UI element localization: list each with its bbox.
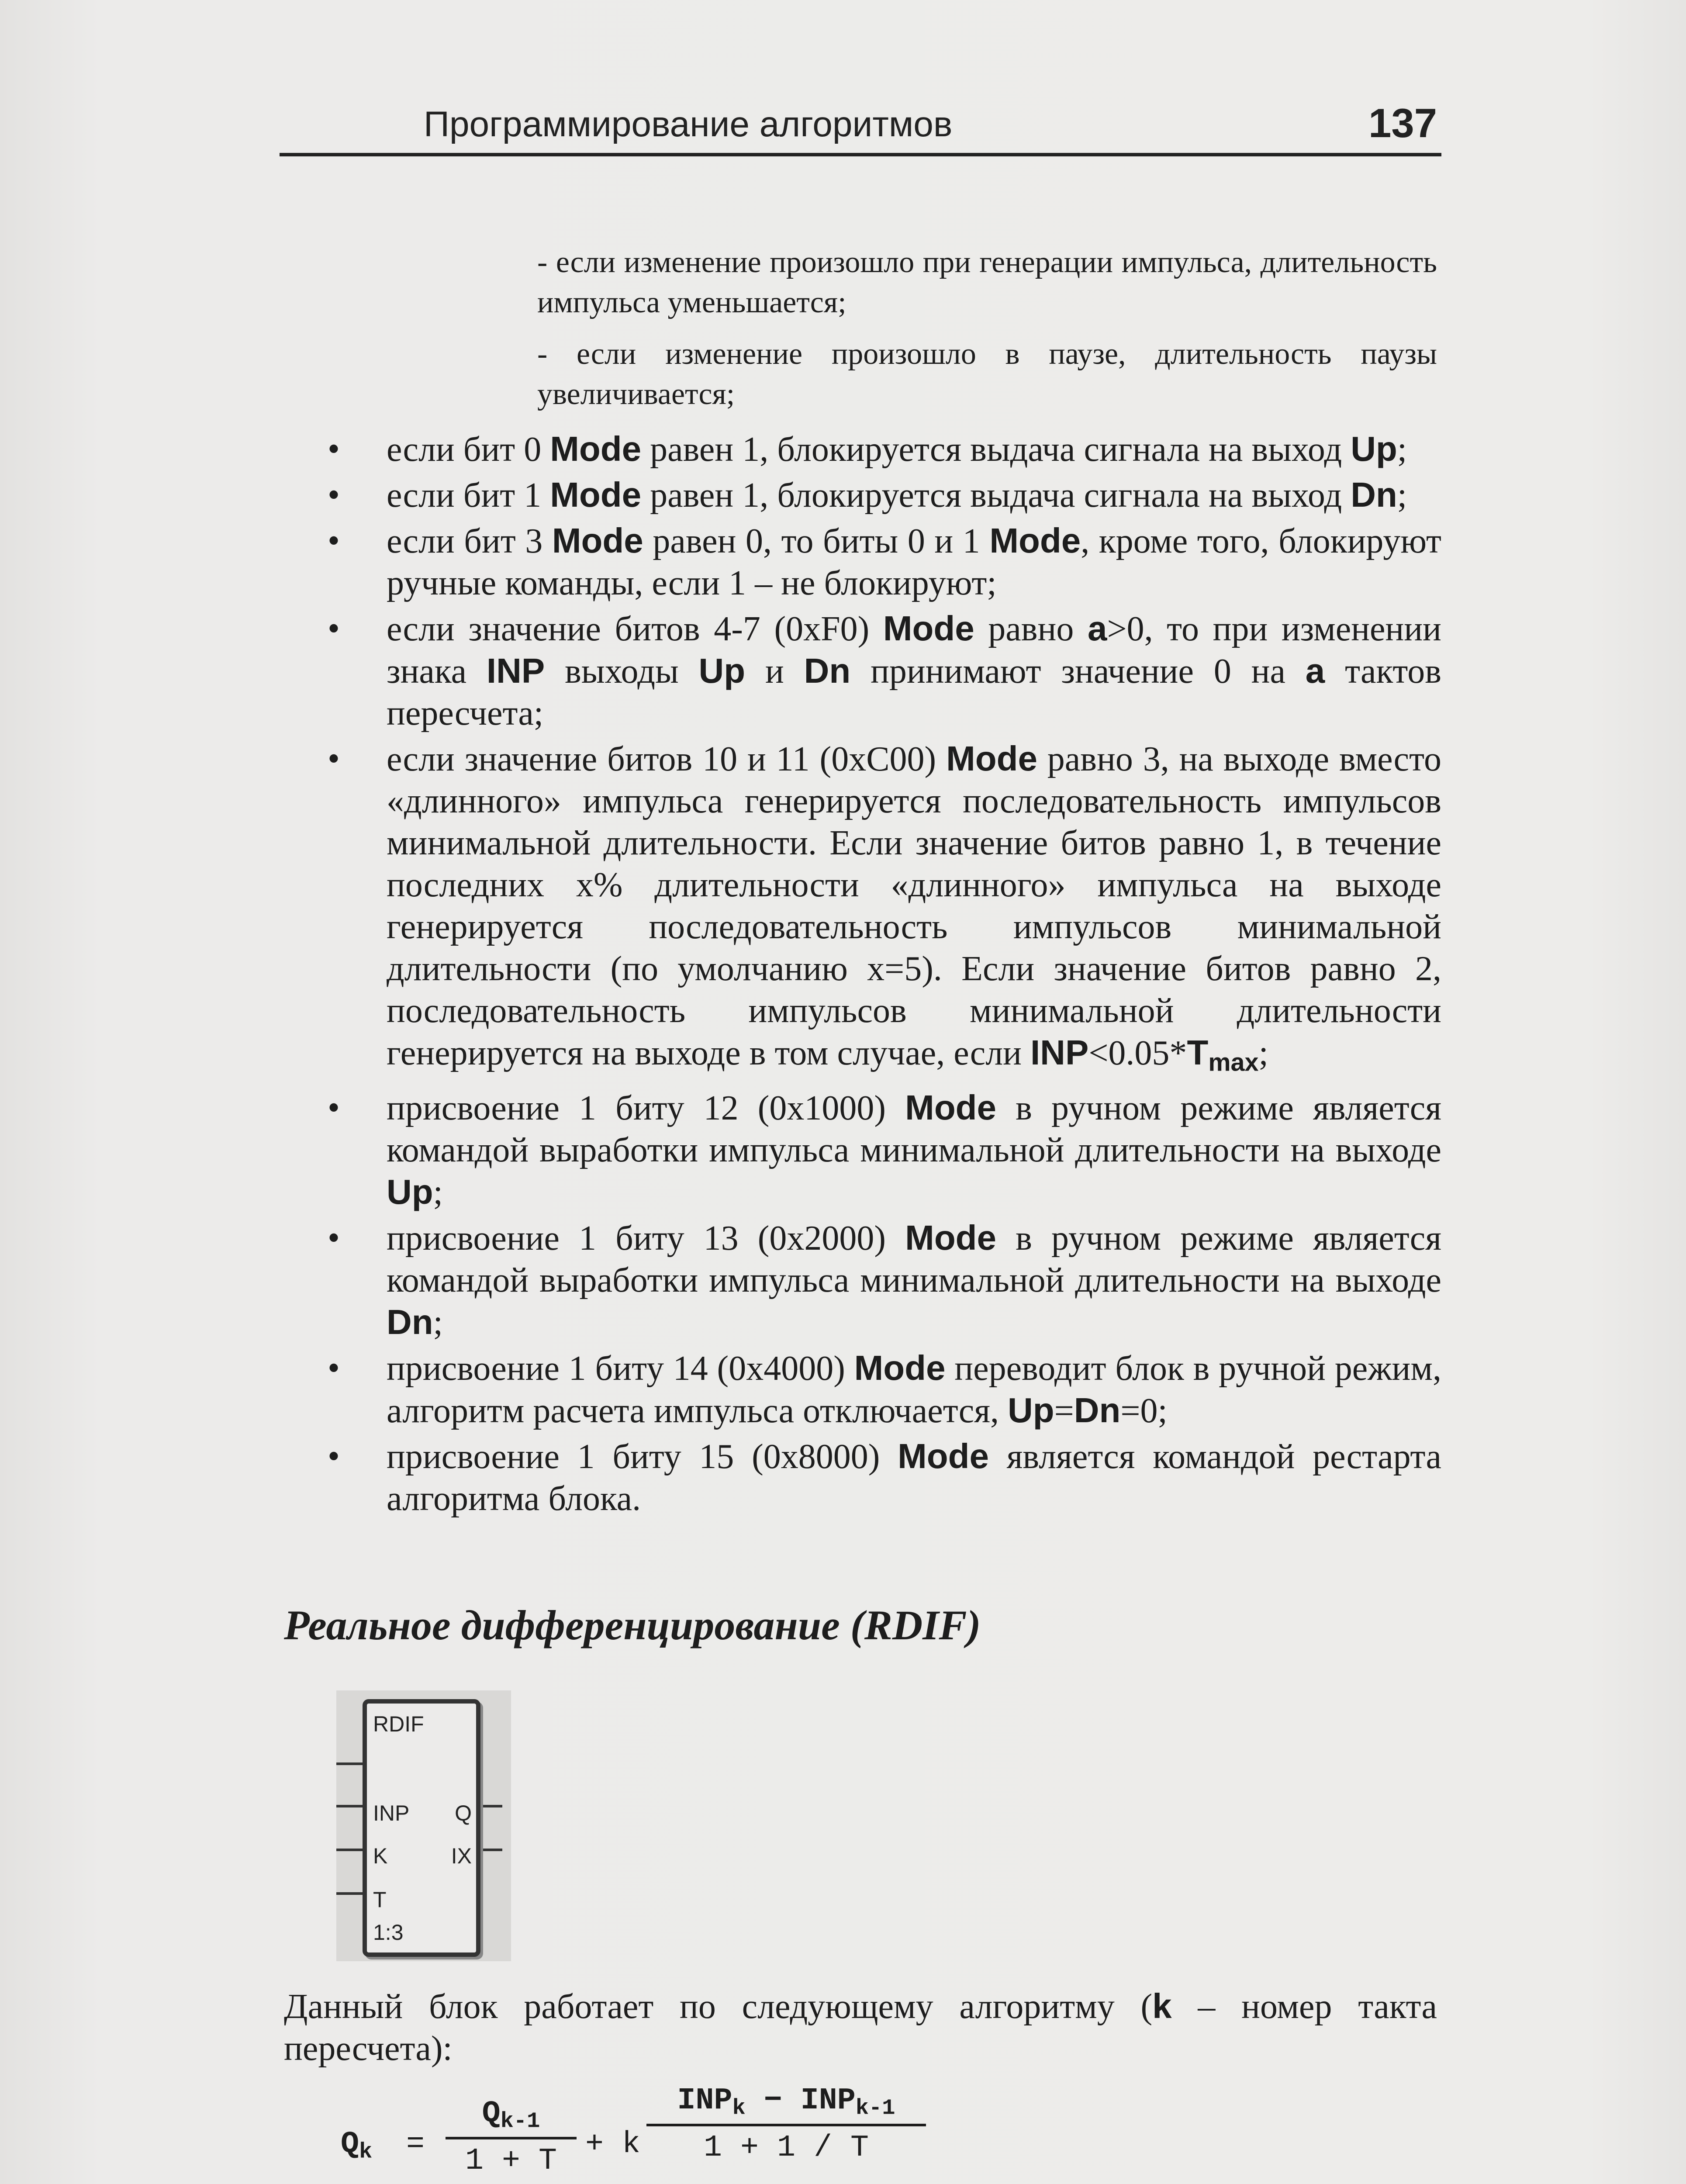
formula-fraction-1: $Q_{k-1}$ 1 + T <box>446 2097 577 2178</box>
bullet-item: • присвоение 1 биту 13 (0x2000) Mode в ручном режиме является командой выработки импульса минимальной длительности на выходе Dn; <box>280 1217 1441 1344</box>
bullet-item: • присвоение 1 биту 14 (0x4000) Mode переводит блок в ручной режим, алгоритм расчета импульса отключается, Up=Dn=0; <box>280 1347 1441 1432</box>
bullet-item: • если значение битов 10 и 11 (0xC00) Mode равно 3, на выходе вместо «длинного» импульса генерируется последовательность импульсов минимальной длительности. Если значение битов равно 1, в течение последних x% длительности «длинного» импульса на выходе генерируется последовательность импульсов минимальной длительности (по умолчанию x=5). Если значение битов равно 2, последовательность импульсов минимальной длительности генерируется на выходе в том случае, если $INP<0.05*T_{max}$; <box>280 738 1441 1083</box>
input-pin <box>336 1892 363 1895</box>
formula-equals: = <box>406 2127 425 2162</box>
formula-plus-k: + k <box>585 2127 641 2162</box>
function-block-diagram <box>336 1690 511 1961</box>
page-number: 137 <box>1368 100 1437 146</box>
input-pin <box>336 1849 363 1851</box>
formula-fraction-2: $INP_k - INP_{k-1}$ 1 + 1 / T <box>646 2084 926 2165</box>
output-label: IX <box>451 1844 472 1868</box>
dash-item: - если изменение произошло в паузе, длительность паузы увеличивается; <box>537 337 1437 411</box>
input-pin <box>336 1762 363 1765</box>
output-label: Q <box>455 1801 472 1825</box>
algorithm-paragraph: Данный блок работает по следующему алгоритму (k – номер такта пересчета): <box>284 1987 1437 2068</box>
rdif-block <box>363 1699 480 1957</box>
bullet-item: • присвоение 1 биту 15 (0x8000) Mode является командой рестарта алгоритма блока. <box>280 1435 1441 1520</box>
page-header <box>280 92 1441 156</box>
bullet-list <box>280 428 1441 1523</box>
section-title: Реальное дифференцирование (RDIF) <box>284 1602 981 1648</box>
input-pin <box>336 1805 363 1807</box>
input-label: K <box>373 1844 388 1868</box>
running-title: Программирование алгоритмов <box>424 104 953 144</box>
bullet-item: • если значение битов 4-7 (0xF0) Mode равно a>0, то при изменении знака INP выходы Up и Dn принимают значение 0 на a тактов пересчета; <box>280 608 1441 734</box>
input-label: T <box>373 1887 387 1912</box>
block-name: RDIF <box>373 1712 424 1736</box>
rdif-formula <box>341 2084 952 2184</box>
bullet-item: • если бит 3 Mode равен 0, то биты 0 и 1 Mode, кроме того, блокируют ручные команды, если 1 – не блокируют; <box>280 520 1441 604</box>
bullet-item: • присвоение 1 биту 12 (0x1000) Mode в ручном режиме является командой выработки импульса минимальной длительности на выходе Up; <box>280 1087 1441 1213</box>
bullet-item: • если бит 1 Mode равен 1, блокируется выдача сигнала на выход Dn; <box>280 474 1441 516</box>
block-index: 1:3 <box>373 1920 404 1945</box>
dash-item: - если изменение произошло при генерации импульса, длительность импульса уменьшается; <box>537 245 1437 319</box>
bullet-item: • если бит 0 Mode равен 1, блокируется выдача сигнала на выход Up; <box>280 428 1441 470</box>
input-label: INP <box>373 1801 410 1825</box>
formula-lhs: $Q_k$ <box>341 2127 373 2165</box>
